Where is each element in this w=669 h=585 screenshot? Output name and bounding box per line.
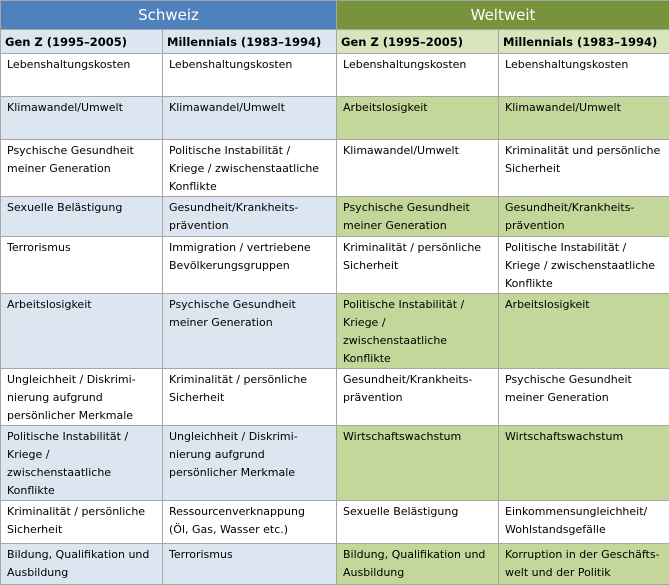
cell-schweiz-gen-z: Kriminalität / persönliche Sicherheit — [1, 501, 163, 544]
cell-weltweit-millennials: Einkommensungleichheit/ Wohlstandsgefälle — [499, 501, 669, 544]
table-row — [1, 197, 669, 237]
cell-weltweit-gen-z: Bildung, Qualifikation und Ausbildung — [337, 544, 499, 585]
table-row — [1, 501, 669, 544]
group-header-weltweit: Weltweit — [337, 1, 669, 30]
cell-schweiz-millennials: Gesundheit/Krankheits- prävention — [163, 197, 337, 237]
cell-schweiz-millennials: Terrorismus — [163, 544, 337, 585]
cell-schweiz-gen-z: Politische Instabilität / Kriege / zwischenstaatliche Konflikte — [1, 426, 163, 501]
column-header-weltweit-gen-z: Gen Z (1995–2005) — [337, 30, 499, 54]
table-row — [1, 369, 669, 426]
table-body — [1, 54, 669, 585]
cell-weltweit-millennials: Kriminalität und persönliche Sicherheit — [499, 140, 669, 197]
cell-schweiz-gen-z: Lebenshaltungskosten — [1, 54, 163, 97]
table-row — [1, 544, 669, 585]
cell-schweiz-millennials: Lebenshaltungskosten — [163, 54, 337, 97]
column-header-schweiz-millennials: Millennials (1983–1994) — [163, 30, 337, 54]
cell-weltweit-gen-z: Psychische Gesundheit meiner Generation — [337, 197, 499, 237]
cell-weltweit-millennials: Wirtschaftswachstum — [499, 426, 669, 501]
cell-schweiz-millennials: Politische Instabilität / Kriege / zwischenstaatliche Konflikte — [163, 140, 337, 197]
cell-weltweit-millennials: Klimawandel/Umwelt — [499, 97, 669, 140]
cell-weltweit-millennials: Psychische Gesundheit meiner Generation — [499, 369, 669, 426]
cell-weltweit-gen-z: Wirtschaftswachstum — [337, 426, 499, 501]
cell-weltweit-gen-z: Sexuelle Belästigung — [337, 501, 499, 544]
cell-schweiz-millennials: Kriminalität / persönliche Sicherheit — [163, 369, 337, 426]
cell-schweiz-gen-z: Terrorismus — [1, 237, 163, 294]
cell-weltweit-gen-z: Klimawandel/Umwelt — [337, 140, 499, 197]
cell-weltweit-millennials: Politische Instabilität / Kriege / zwischenstaatliche Konflikte — [499, 237, 669, 294]
cell-weltweit-gen-z: Gesundheit/Krankheits- prävention — [337, 369, 499, 426]
cell-schweiz-gen-z: Arbeitslosigkeit — [1, 294, 163, 369]
cell-weltweit-gen-z: Lebenshaltungskosten — [337, 54, 499, 97]
table-row — [1, 426, 669, 501]
cell-schweiz-millennials: Immigration / vertriebene Bevölkerungsgruppen — [163, 237, 337, 294]
cell-weltweit-gen-z: Politische Instabilität / Kriege / zwischenstaatliche Konflikte — [337, 294, 499, 369]
cell-schweiz-gen-z: Psychische Gesundheit meiner Generation — [1, 140, 163, 197]
cell-weltweit-gen-z: Kriminalität / persönliche Sicherheit — [337, 237, 499, 294]
cell-weltweit-gen-z: Arbeitslosigkeit — [337, 97, 499, 140]
cell-schweiz-gen-z: Bildung, Qualifikation und Ausbildung — [1, 544, 163, 585]
cell-schweiz-gen-z: Klimawandel/Umwelt — [1, 97, 163, 140]
cell-schweiz-millennials: Klimawandel/Umwelt — [163, 97, 337, 140]
cell-weltweit-millennials: Arbeitslosigkeit — [499, 294, 669, 369]
cell-schweiz-millennials: Psychische Gesundheit meiner Generation — [163, 294, 337, 369]
cell-schweiz-millennials: Ressourcenverknappung (Öl, Gas, Wasser etc.) — [163, 501, 337, 544]
cell-weltweit-millennials: Gesundheit/Krankheits- prävention — [499, 197, 669, 237]
cell-schweiz-gen-z: Sexuelle Belästigung — [1, 197, 163, 237]
cell-weltweit-millennials: Korruption in der Geschäfts- welt und der Politik — [499, 544, 669, 585]
column-header-schweiz-gen-z: Gen Z (1995–2005) — [1, 30, 163, 54]
cell-schweiz-gen-z: Ungleichheit / Diskrimi- nierung aufgrund persönlicher Merkmale — [1, 369, 163, 426]
column-header-weltweit-millennials: Millennials (1983–1994) — [499, 30, 669, 54]
table-row — [1, 54, 669, 97]
table-row — [1, 140, 669, 197]
group-header-schweiz: Schweiz — [1, 1, 337, 30]
table-row — [1, 97, 669, 140]
cell-weltweit-millennials: Lebenshaltungskosten — [499, 54, 669, 97]
table-row — [1, 294, 669, 369]
table-row — [1, 237, 669, 294]
cell-schweiz-millennials: Ungleichheit / Diskrimi- nierung aufgrund persönlicher Merkmale — [163, 426, 337, 501]
